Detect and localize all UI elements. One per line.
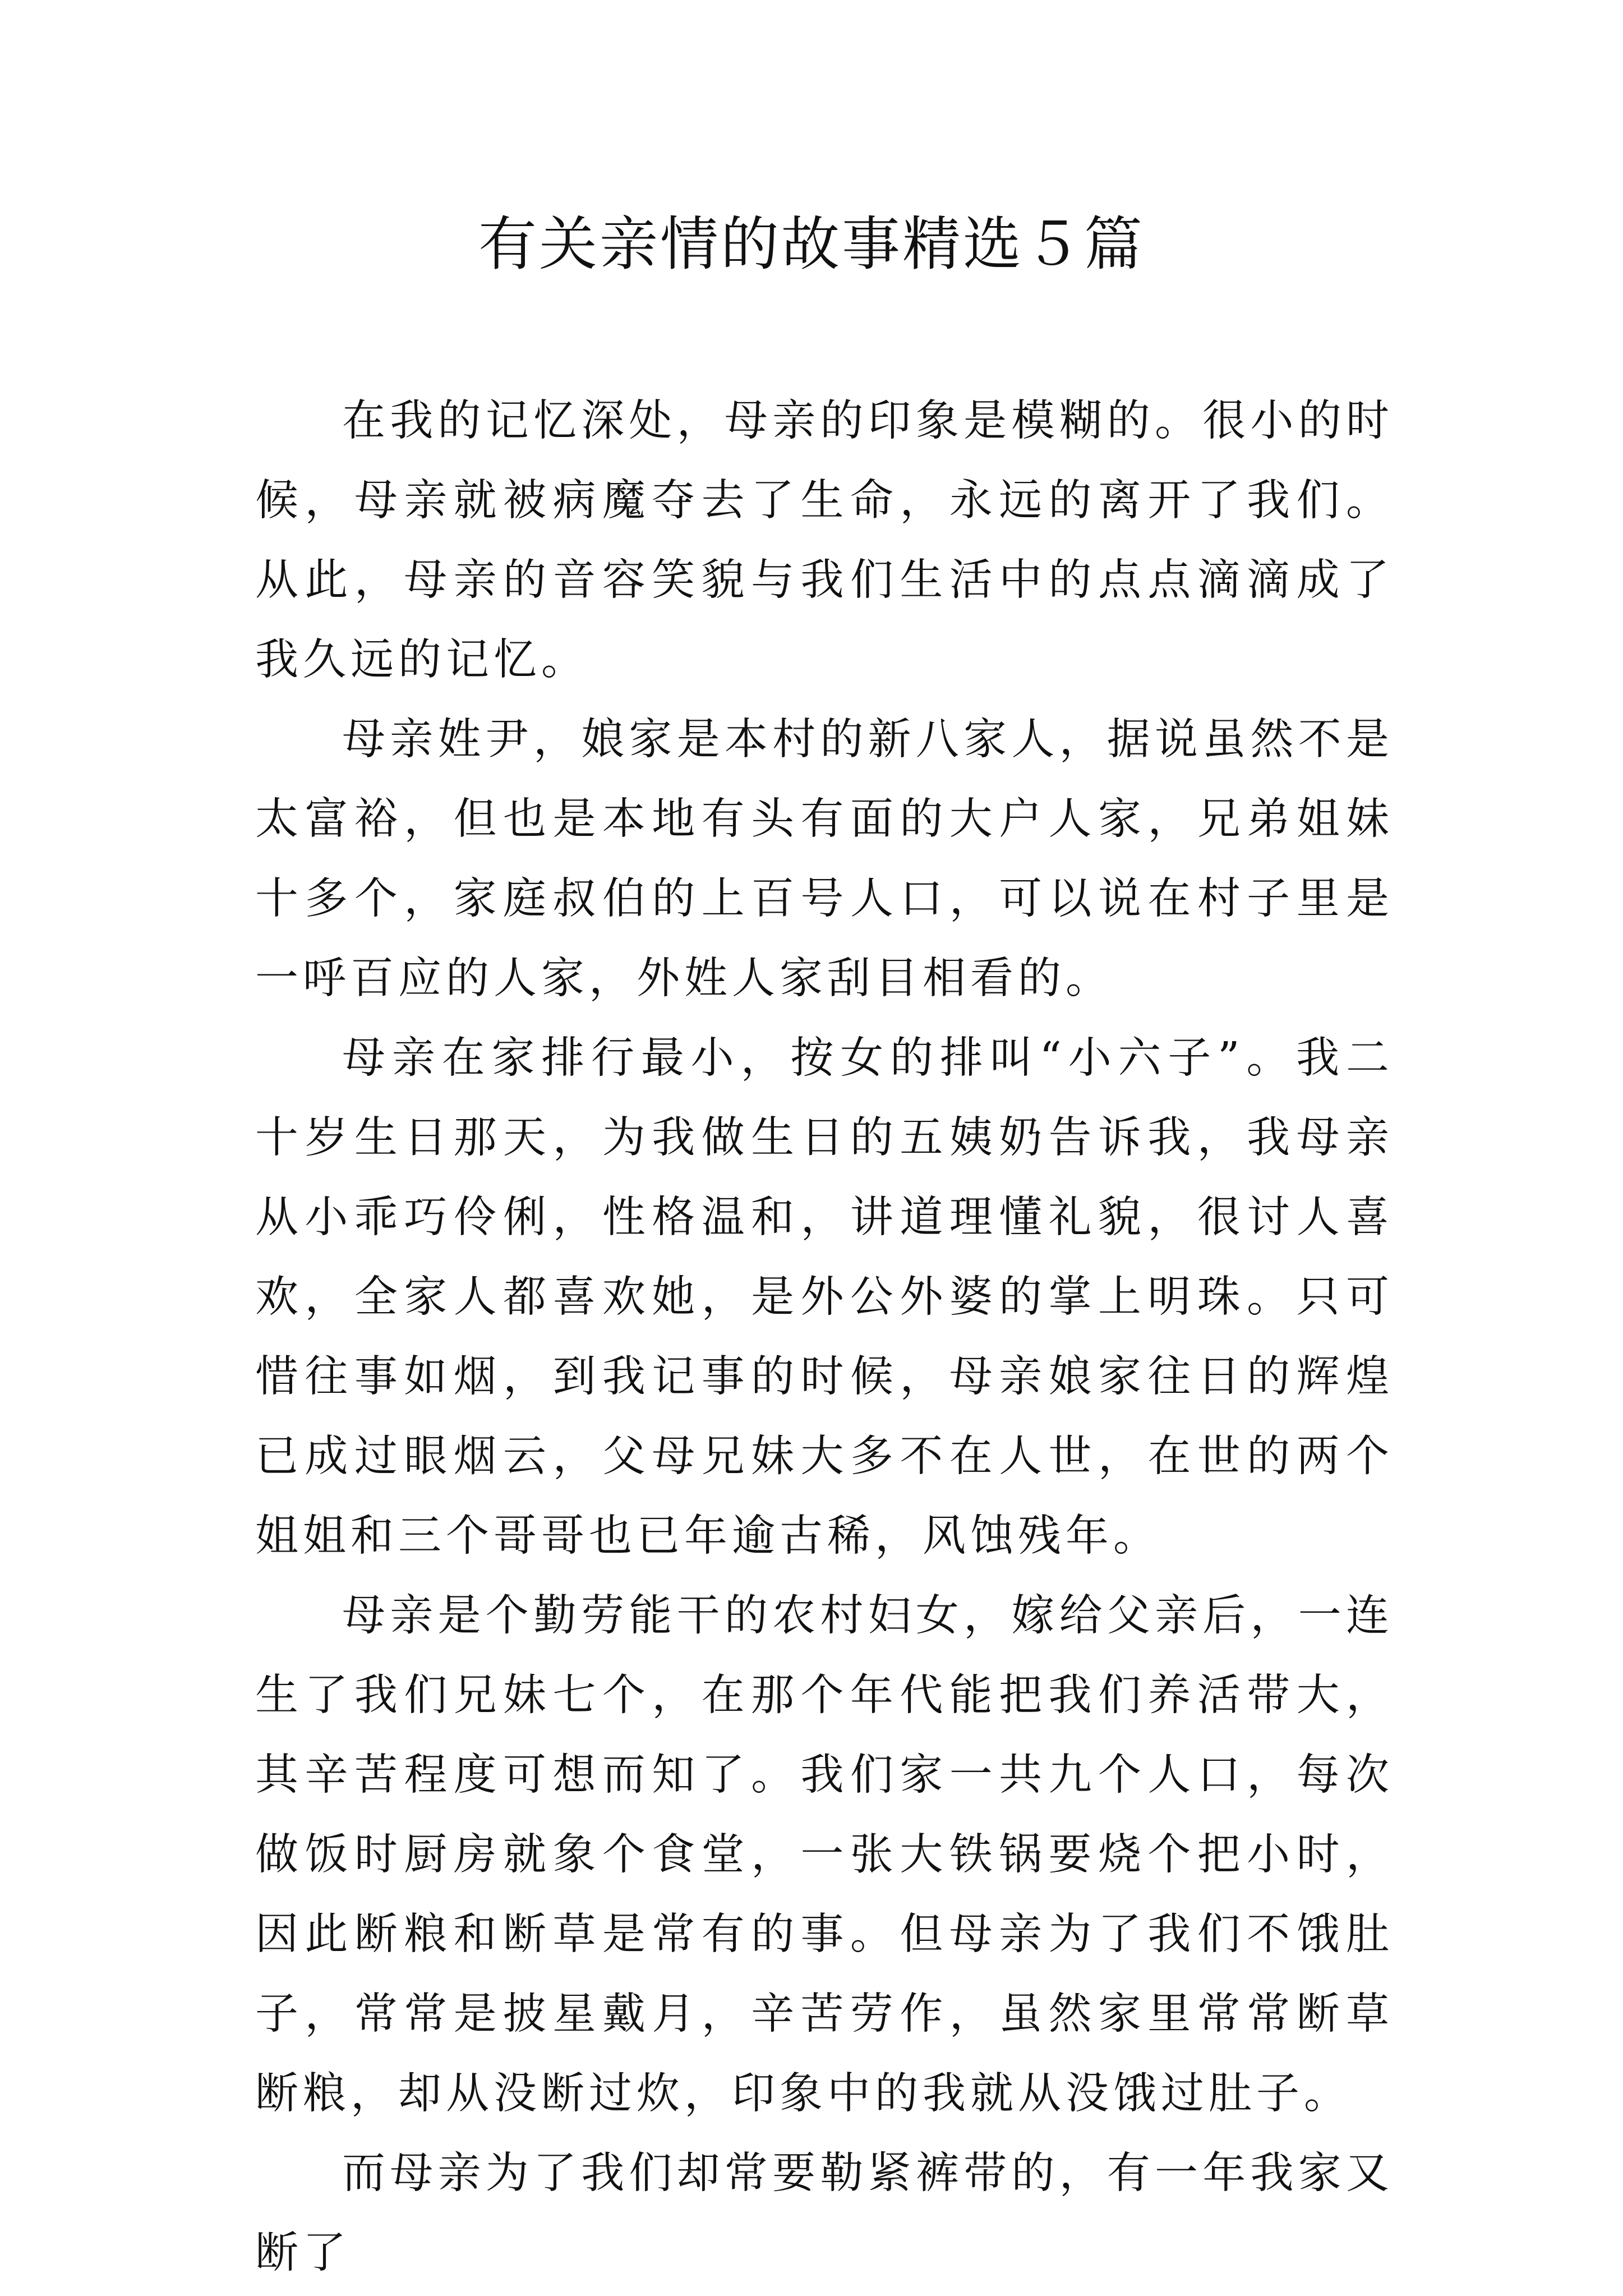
paragraph-5: 而母亲为了我们却常要勒紧裤带的，有一年我家又断了 (255, 2148, 1394, 2278)
document-title: 有关亲情的故事精选５篇 (478, 210, 1145, 278)
paragraph-4: 母亲是个勤劳能干的农村妇女，嫁给父亲后，一连生了我们兄妹七个，在那个年代能把我们养活带大，其辛苦程度可想而知了。我们家一共九个人口，每次做饭时厨房就象个食堂，一张大铁锅要烧个把小时，因此断粮和断草是常有的事。但母亲为了我们不饿肚子，常常是披星戴月，辛苦劳作，虽然家里常常断草断粮，却从没断过炊，印象中的我就从没饿过肚子。 (255, 1591, 1394, 2119)
paragraph-1: 在我的记忆深处，母亲的印象是模糊的。很小的时候，母亲就被病魔夺去了生命，永远的离开了我们。从此，母亲的音容笑貌与我们生活中的点点滴滴成了我久远的记忆。 (255, 396, 1394, 685)
document-body (255, 381, 1394, 2293)
paragraph-3: 母亲在家排行最小，按女的排叫“小六子”。我二十岁生日那天，为我做生日的五姨奶告诉我，我母亲从小乖巧伶俐，性格温和，讲道理懂礼貌，很讨人喜欢，全家人都喜欢她，是外公外婆的掌上明珠。只可惜往事如烟，到我记事的时候，母亲娘家往日的辉煌已成过眼烟云，父母兄妹大多不在人世，在世的两个姐姐和三个哥哥也已年逾古稀，风蚀残年。 (255, 1033, 1394, 1561)
paragraph-2: 母亲姓尹，娘家是本村的新八家人，据说虽然不是太富裕，但也是本地有头有面的大户人家，兄弟姐妹十多个，家庭叔伯的上百号人口，可以说在村子里是一呼百应的人家，外姓人家刮目相看的。 (255, 715, 1394, 1004)
